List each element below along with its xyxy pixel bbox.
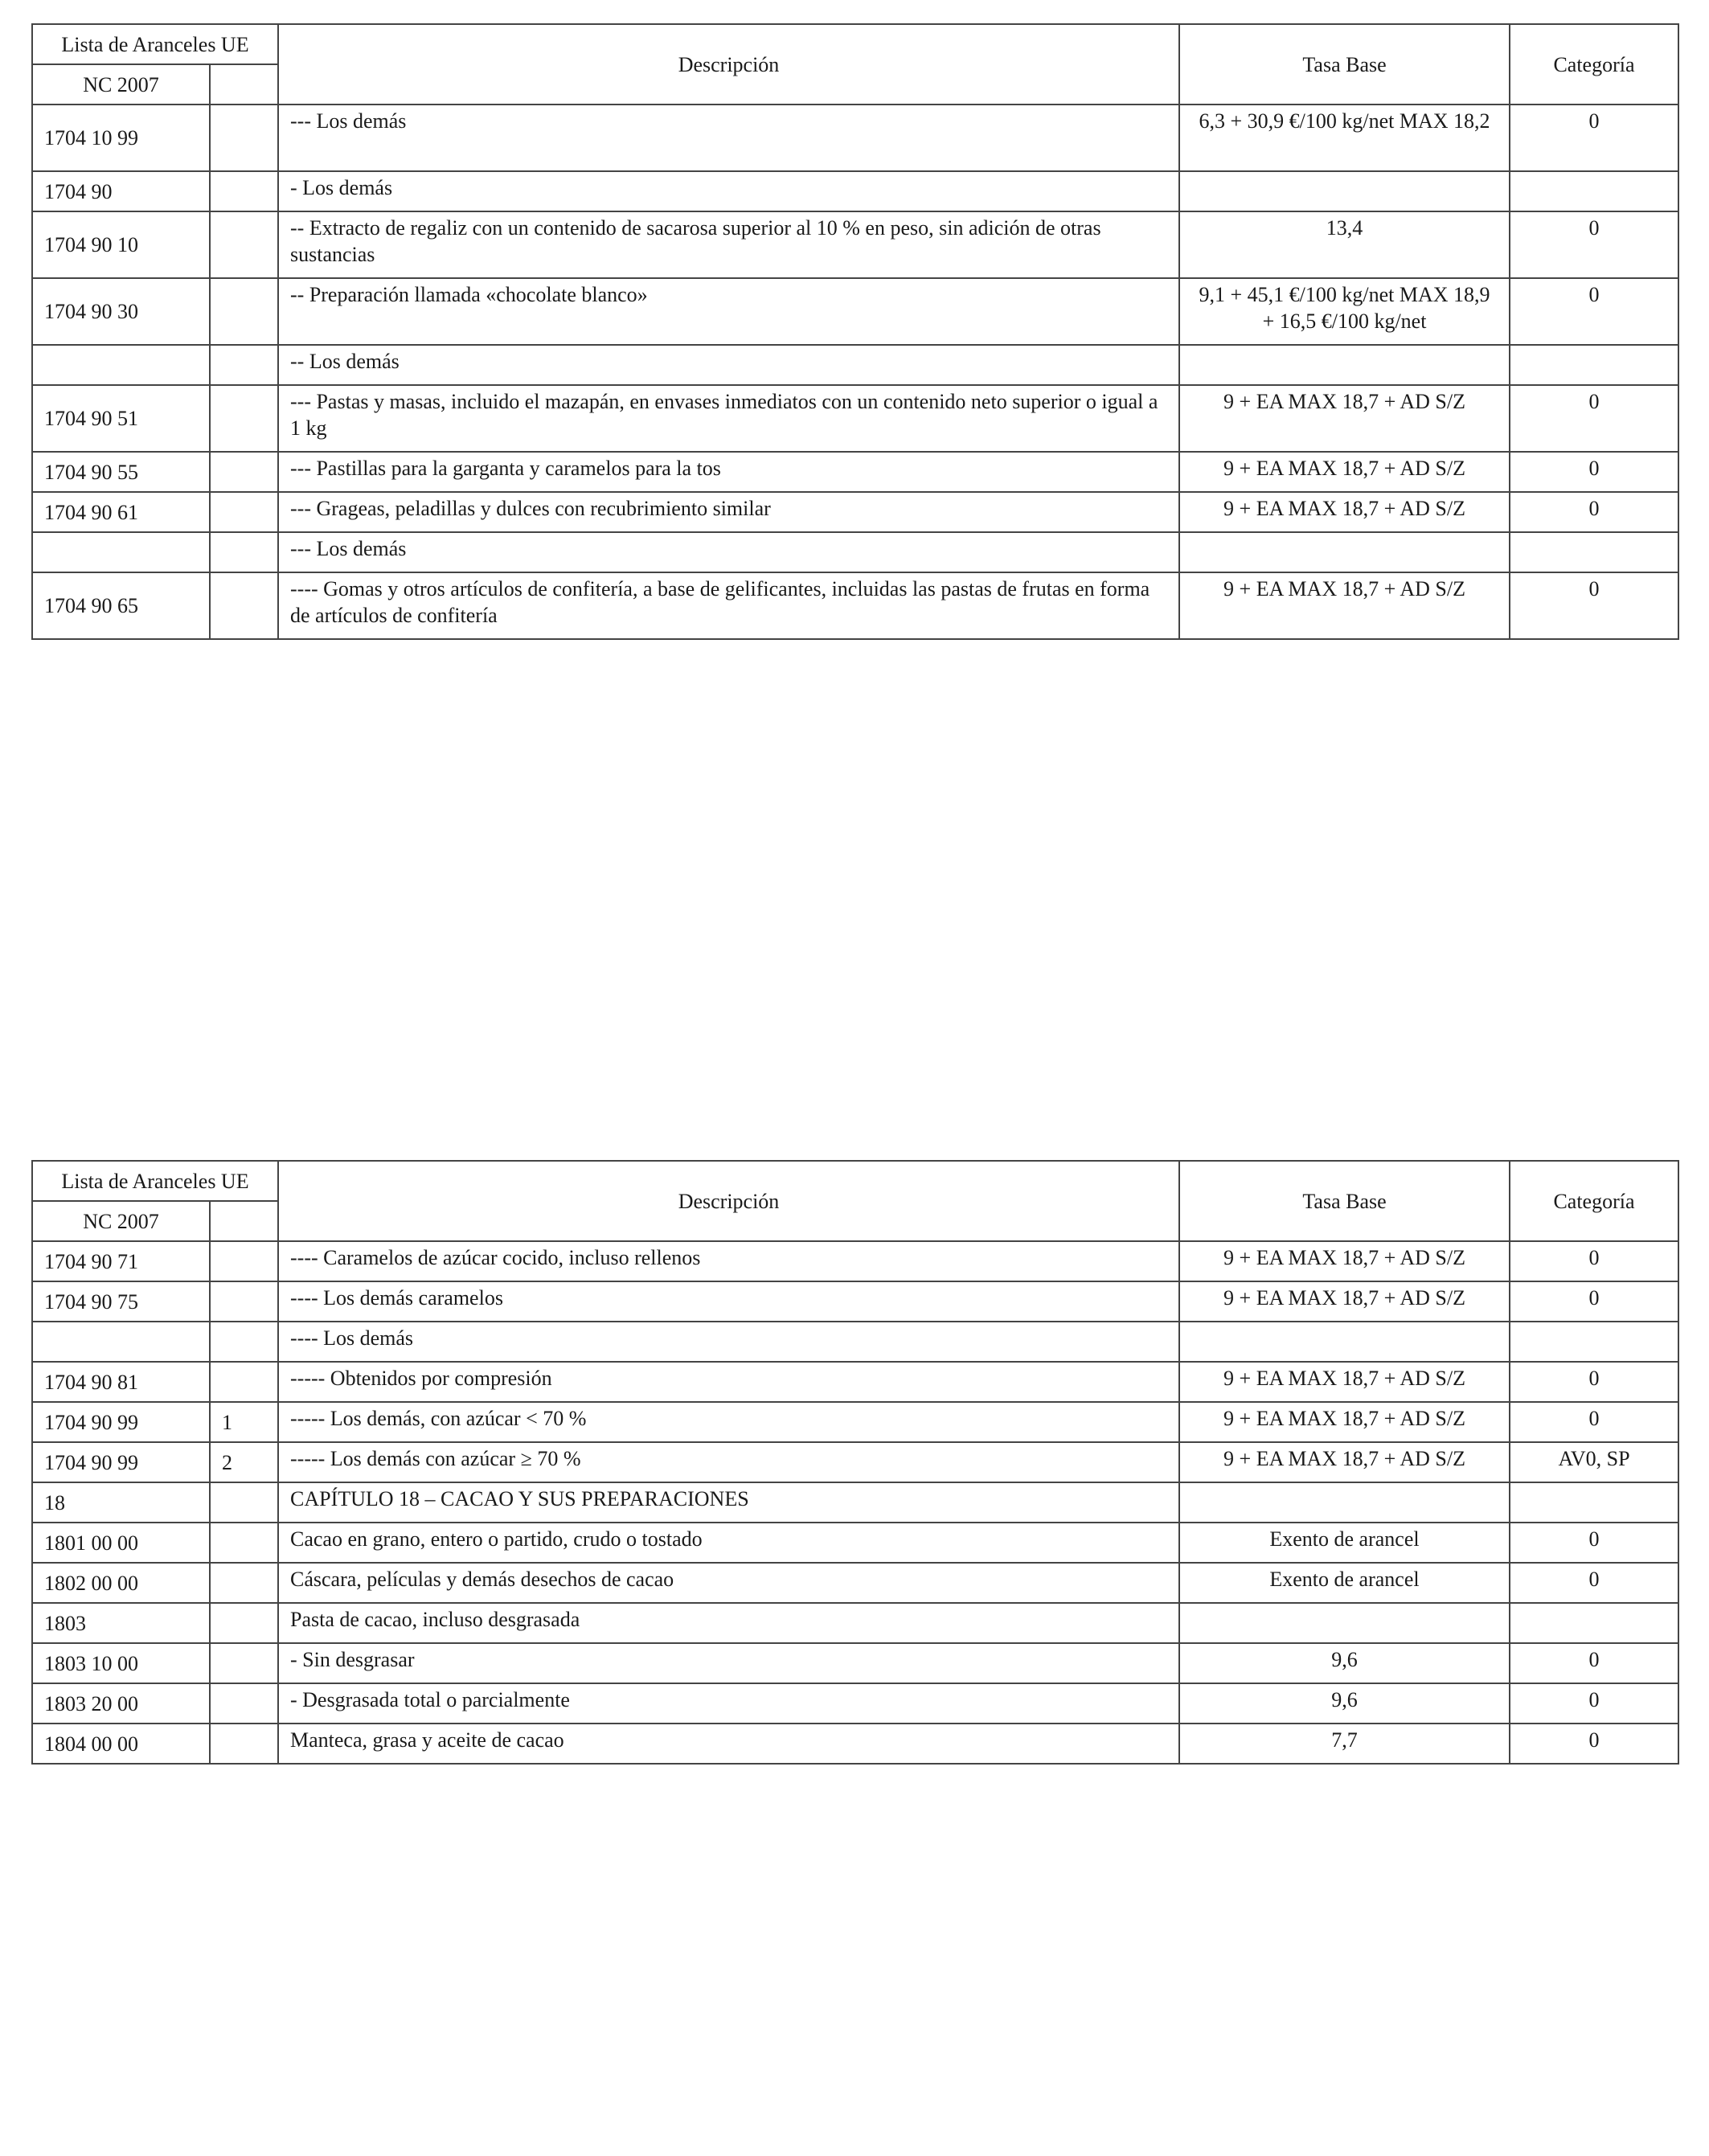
- description-cell: CAPÍTULO 18 – CACAO Y SUS PREPARACIONES: [278, 1482, 1179, 1523]
- sub-code-cell: [210, 1482, 278, 1523]
- category-cell: 0: [1510, 278, 1678, 345]
- base-rate-cell: 6,3 + 30,9 €/100 kg/net MAX 18,2: [1179, 105, 1510, 171]
- nc-code-cell: 1704 90 65: [32, 572, 210, 639]
- nc-code-cell: 1704 10 99: [32, 105, 210, 171]
- base-rate-cell: 9 + EA MAX 18,7 + AD S/Z: [1179, 1241, 1510, 1281]
- category-cell: 0: [1510, 1563, 1678, 1603]
- table-row: [32, 1402, 1678, 1442]
- category-cell: 0: [1510, 105, 1678, 171]
- description-cell: ---- Gomas y otros artículos de confitería, a base de gelificantes, incluidas las pastas de frutas en forma de artículos de confitería: [278, 572, 1179, 639]
- category-cell: 0: [1510, 1281, 1678, 1322]
- description-cell: - Sin desgrasar: [278, 1643, 1179, 1683]
- base-rate-cell: 9,1 + 45,1 €/100 kg/net MAX 18,9 + 16,5 €/100 kg/net: [1179, 278, 1510, 345]
- base-rate-cell: 9 + EA MAX 18,7 + AD S/Z: [1179, 492, 1510, 532]
- base-rate-cell: 9 + EA MAX 18,7 + AD S/Z: [1179, 385, 1510, 452]
- description-cell: Manteca, grasa y aceite de cacao: [278, 1724, 1179, 1764]
- table-body: [32, 105, 1678, 639]
- base-rate-cell: 7,7: [1179, 1724, 1510, 1764]
- sub-code-cell: [210, 452, 278, 492]
- description-cell: --- Los demás: [278, 105, 1179, 171]
- base-rate-cell: 9 + EA MAX 18,7 + AD S/Z: [1179, 1281, 1510, 1322]
- nc-code-cell: 1704 90 61: [32, 492, 210, 532]
- nc-code-cell: 1704 90 99: [32, 1442, 210, 1482]
- nc-code-cell: 1704 90 30: [32, 278, 210, 345]
- description-cell: ----- Los demás con azúcar ≥ 70 %: [278, 1442, 1179, 1482]
- table-row: [32, 1643, 1678, 1683]
- sub-code-cell: [210, 1643, 278, 1683]
- header-base-rate: Tasa Base: [1179, 24, 1510, 105]
- description-cell: - Desgrasada total o parcialmente: [278, 1683, 1179, 1724]
- category-cell: 0: [1510, 1683, 1678, 1724]
- tariff-table-2: [31, 1160, 1679, 1765]
- header-description: Descripción: [278, 1161, 1179, 1241]
- description-cell: - Los demás: [278, 171, 1179, 211]
- base-rate-cell: Exento de arancel: [1179, 1563, 1510, 1603]
- sub-code-cell: [210, 105, 278, 171]
- nc-code-cell: 1704 90 71: [32, 1241, 210, 1281]
- sub-code-cell: 2: [210, 1442, 278, 1482]
- nc-code-cell: 1704 90 10: [32, 211, 210, 278]
- table-row: [32, 105, 1678, 171]
- category-cell: 0: [1510, 1402, 1678, 1442]
- description-cell: --- Pastas y masas, incluido el mazapán, en envases inmediatos con un contenido neto superior o igual a 1 kg: [278, 385, 1179, 452]
- table-body: [32, 1241, 1678, 1764]
- table-row: [32, 1442, 1678, 1482]
- base-rate-cell: Exento de arancel: [1179, 1523, 1510, 1563]
- nc-code-cell: 1704 90 55: [32, 452, 210, 492]
- category-cell: 0: [1510, 1523, 1678, 1563]
- table-row: [32, 492, 1678, 532]
- description-cell: -- Preparación llamada «chocolate blanco»: [278, 278, 1179, 345]
- description-cell: --- Grageas, peladillas y dulces con recubrimiento similar: [278, 492, 1179, 532]
- nc-code-cell: 1801 00 00: [32, 1523, 210, 1563]
- sub-code-cell: [210, 492, 278, 532]
- category-cell: [1510, 1482, 1678, 1523]
- description-cell: Cáscara, películas y demás desechos de cacao: [278, 1563, 1179, 1603]
- nc-code-cell: 1704 90: [32, 171, 210, 211]
- table-row: [32, 345, 1678, 385]
- description-cell: ----- Los demás, con azúcar < 70 %: [278, 1402, 1179, 1442]
- header-tariff-list: Lista de Aranceles UE: [32, 1161, 278, 1201]
- nc-code-cell: 1704 90 99: [32, 1402, 210, 1442]
- description-cell: ---- Los demás caramelos: [278, 1281, 1179, 1322]
- category-cell: [1510, 1603, 1678, 1643]
- base-rate-cell: 9 + EA MAX 18,7 + AD S/Z: [1179, 452, 1510, 492]
- category-cell: 0: [1510, 385, 1678, 452]
- nc-code-cell: 1704 90 75: [32, 1281, 210, 1322]
- sub-code-cell: [210, 211, 278, 278]
- base-rate-cell: 9 + EA MAX 18,7 + AD S/Z: [1179, 1442, 1510, 1482]
- nc-code-cell: 1802 00 00: [32, 1563, 210, 1603]
- sub-code-cell: [210, 278, 278, 345]
- tariff-table-1: [31, 23, 1679, 640]
- table-row: [32, 1683, 1678, 1724]
- header-category: Categoría: [1510, 24, 1678, 105]
- base-rate-cell: 9,6: [1179, 1683, 1510, 1724]
- sub-code-cell: [210, 345, 278, 385]
- sub-code-cell: [210, 1241, 278, 1281]
- header-nc-2007: NC 2007: [32, 1201, 210, 1241]
- table-row: [32, 1603, 1678, 1643]
- table-row: [32, 1724, 1678, 1764]
- table-row: [32, 1482, 1678, 1523]
- nc-code-cell: [32, 345, 210, 385]
- table-row: [32, 572, 1678, 639]
- base-rate-cell: [1179, 1322, 1510, 1362]
- table-row: [32, 1563, 1678, 1603]
- sub-code-cell: [210, 1563, 278, 1603]
- nc-code-cell: 1803: [32, 1603, 210, 1643]
- category-cell: 0: [1510, 211, 1678, 278]
- header-nc-2007: NC 2007: [32, 64, 210, 105]
- table-row: [32, 452, 1678, 492]
- sub-code-cell: [210, 572, 278, 639]
- nc-code-cell: 1704 90 81: [32, 1362, 210, 1402]
- base-rate-cell: [1179, 171, 1510, 211]
- table-header: [32, 24, 1678, 105]
- header-category: Categoría: [1510, 1161, 1678, 1241]
- category-cell: 0: [1510, 492, 1678, 532]
- header-tariff-list: Lista de Aranceles UE: [32, 24, 278, 64]
- category-cell: 0: [1510, 1724, 1678, 1764]
- category-cell: 0: [1510, 452, 1678, 492]
- description-cell: --- Los demás: [278, 532, 1179, 572]
- nc-code-cell: 1804 00 00: [32, 1724, 210, 1764]
- base-rate-cell: [1179, 345, 1510, 385]
- nc-code-cell: [32, 532, 210, 572]
- sub-code-cell: 1: [210, 1402, 278, 1442]
- nc-code-cell: 1803 10 00: [32, 1643, 210, 1683]
- category-cell: 0: [1510, 1362, 1678, 1402]
- table-row: [32, 171, 1678, 211]
- table-row: [32, 278, 1678, 345]
- description-cell: ----- Obtenidos por compresión: [278, 1362, 1179, 1402]
- base-rate-cell: 9 + EA MAX 18,7 + AD S/Z: [1179, 1402, 1510, 1442]
- category-cell: [1510, 171, 1678, 211]
- header-description: Descripción: [278, 24, 1179, 105]
- table-row: [32, 532, 1678, 572]
- description-cell: Pasta de cacao, incluso desgrasada: [278, 1603, 1179, 1643]
- sub-code-cell: [210, 1683, 278, 1724]
- sub-code-cell: [210, 385, 278, 452]
- header-sub-column: [210, 1201, 278, 1241]
- base-rate-cell: 13,4: [1179, 211, 1510, 278]
- nc-code-cell: 1803 20 00: [32, 1683, 210, 1724]
- table-row: [32, 1362, 1678, 1402]
- category-cell: [1510, 345, 1678, 385]
- table-row: [32, 1241, 1678, 1281]
- base-rate-cell: 9,6: [1179, 1643, 1510, 1683]
- description-cell: -- Extracto de regaliz con un contenido de sacarosa superior al 10 % en peso, sin adición de otras sustancias: [278, 211, 1179, 278]
- nc-code-cell: 1704 90 51: [32, 385, 210, 452]
- sub-code-cell: [210, 532, 278, 572]
- sub-code-cell: [210, 1724, 278, 1764]
- table-row: [32, 1322, 1678, 1362]
- base-rate-cell: [1179, 532, 1510, 572]
- sub-code-cell: [210, 1362, 278, 1402]
- base-rate-cell: [1179, 1603, 1510, 1643]
- description-cell: ---- Los demás: [278, 1322, 1179, 1362]
- category-cell: 0: [1510, 1241, 1678, 1281]
- base-rate-cell: 9 + EA MAX 18,7 + AD S/Z: [1179, 1362, 1510, 1402]
- category-cell: 0: [1510, 1643, 1678, 1683]
- header-sub-column: [210, 64, 278, 105]
- description-cell: -- Los demás: [278, 345, 1179, 385]
- table-row: [32, 211, 1678, 278]
- nc-code-cell: 18: [32, 1482, 210, 1523]
- nc-code-cell: [32, 1322, 210, 1362]
- description-cell: --- Pastillas para la garganta y caramelos para la tos: [278, 452, 1179, 492]
- table-row: [32, 1281, 1678, 1322]
- sub-code-cell: [210, 1523, 278, 1563]
- category-cell: [1510, 532, 1678, 572]
- sub-code-cell: [210, 1322, 278, 1362]
- sub-code-cell: [210, 171, 278, 211]
- base-rate-cell: 9 + EA MAX 18,7 + AD S/Z: [1179, 572, 1510, 639]
- header-base-rate: Tasa Base: [1179, 1161, 1510, 1241]
- table-row: [32, 1523, 1678, 1563]
- description-cell: ---- Caramelos de azúcar cocido, incluso rellenos: [278, 1241, 1179, 1281]
- description-cell: Cacao en grano, entero o partido, crudo o tostado: [278, 1523, 1179, 1563]
- category-cell: 0: [1510, 572, 1678, 639]
- table-header: [32, 1161, 1678, 1241]
- category-cell: AV0, SP: [1510, 1442, 1678, 1482]
- base-rate-cell: [1179, 1482, 1510, 1523]
- sub-code-cell: [210, 1281, 278, 1322]
- sub-code-cell: [210, 1603, 278, 1643]
- category-cell: [1510, 1322, 1678, 1362]
- table-row: [32, 385, 1678, 452]
